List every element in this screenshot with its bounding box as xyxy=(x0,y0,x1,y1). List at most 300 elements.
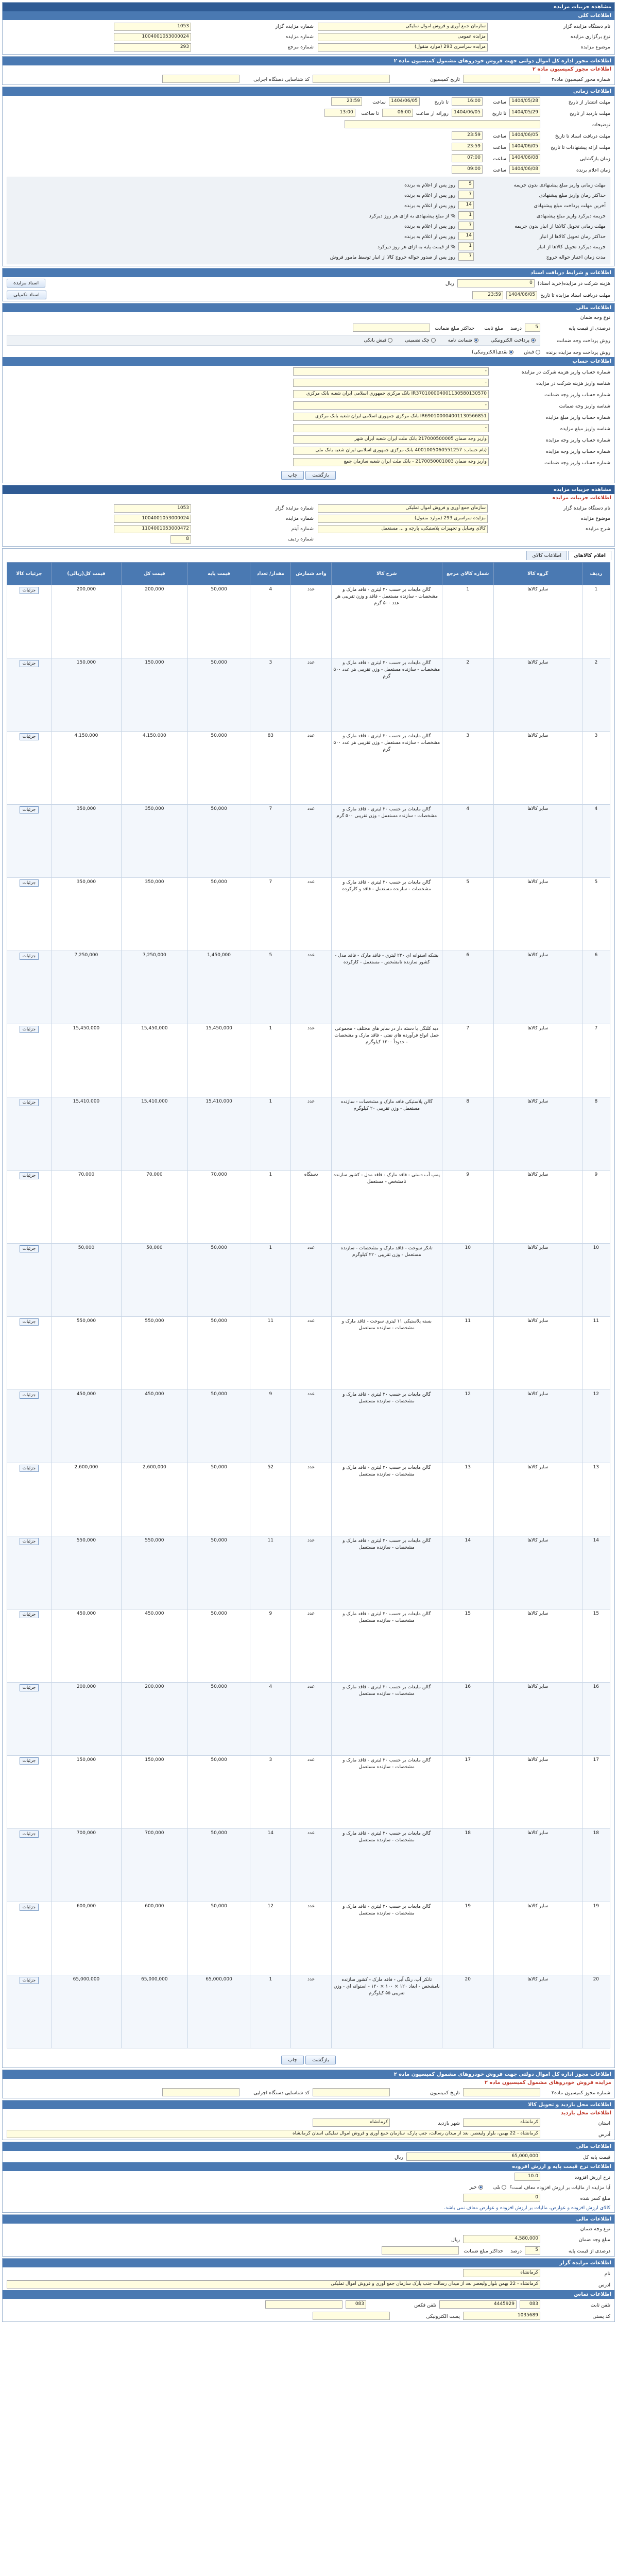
cell-ref: 13 xyxy=(442,1463,493,1536)
cell-detail xyxy=(7,1975,52,2048)
table-row xyxy=(7,1244,610,1317)
location-row xyxy=(3,2117,614,2128)
detail-button[interactable]: جزئیات xyxy=(20,1465,39,1472)
contract-panel xyxy=(2,56,615,85)
rule-unit: روز پس از صدور حواله خروج کالا از انبار توسط مامور فروش xyxy=(330,254,455,260)
rule-row xyxy=(11,179,606,190)
cell-detail xyxy=(7,951,52,1024)
rule-value: 7 xyxy=(458,252,474,261)
cell-group: سایر کالاها xyxy=(493,1024,582,1097)
doc-download-button[interactable]: اسناد مزایده xyxy=(7,279,45,287)
cell-n: 18 xyxy=(582,1829,610,1902)
visit-hours-label: روزانه از ساعت xyxy=(416,110,449,116)
auction-no-field: 1053 xyxy=(114,23,191,31)
rule-label: مهلت زمانی تحویل کالاها از انبار بدون جریمه xyxy=(515,223,606,229)
cell-detail xyxy=(7,805,52,878)
cell-base: 50,000 xyxy=(187,732,250,805)
post-label: کد پستی xyxy=(592,2313,610,2319)
system-no-field: 1004001053000024 xyxy=(114,33,191,41)
cell-qty: 14 xyxy=(250,1829,291,1902)
cell-base: 1,450,000 xyxy=(187,951,250,1024)
auctioneer-field: سازمان جمع آوری و فروش اموال تملیکی xyxy=(318,23,488,31)
publish-row xyxy=(3,96,614,107)
cell-desc: گالن مایعات بر حسب ۲۰ لیتری - فاقد مارک و مشخصات - سازنده مستعمل xyxy=(331,1609,442,1683)
cell-rial: 200,000 xyxy=(51,585,121,658)
announce-label: زمان اعلام برنده xyxy=(576,167,610,173)
rule-value: 7 xyxy=(458,191,474,199)
cell-ref: 18 xyxy=(442,1829,493,1902)
announce-row xyxy=(3,164,614,175)
bank-row: شماره حساب واریز هزینه شرکت در مزایده - xyxy=(3,366,614,377)
post-field: 1035689 xyxy=(463,2312,540,2320)
bank-row: شناسه واریز هزینه شرکت در مزایده - xyxy=(3,377,614,388)
detail-button[interactable]: جزئیات xyxy=(20,1172,39,1179)
cell-desc: گالن مایعات بر حسب ۲۰ لیتری - فاقد مارک و مشخصات - سازنده مستعمل - فاقد و وزن تقریبی هر عدد ۵۰۰ گرم xyxy=(331,585,442,658)
finance-buttons xyxy=(3,468,614,483)
cell-unit: عدد xyxy=(291,1902,332,1975)
items-buttons xyxy=(3,2053,614,2067)
publish-end-time: 23:59 xyxy=(331,97,362,106)
cell-total: 65,000,000 xyxy=(121,1975,187,2048)
detail-button[interactable]: جزئیات xyxy=(20,1684,39,1691)
publish-start-date: 1404/05/28 xyxy=(509,97,540,106)
publish-start-time-label: ساعت xyxy=(493,99,506,105)
cell-detail xyxy=(7,1829,52,1902)
cell-detail xyxy=(7,1244,52,1317)
cell-total: 15,410,000 xyxy=(121,1097,187,1171)
detail-button[interactable]: جزئیات xyxy=(20,1611,39,1618)
cell-ref: 16 xyxy=(442,1683,493,1756)
winner-pay-label: روش پرداخت وجه مزایده برنده xyxy=(546,350,610,355)
cell-n: 12 xyxy=(582,1390,610,1463)
table-row xyxy=(7,1536,610,1609)
bank-row: شناسه واریز مبلغ مزایده - xyxy=(3,422,614,434)
location-panel xyxy=(2,2100,615,2140)
cell-group: سایر کالاها xyxy=(493,658,582,732)
visit-to-time-label: تا ساعت xyxy=(361,110,379,116)
cell-total: 200,000 xyxy=(121,585,187,658)
table-row xyxy=(7,1463,610,1536)
cell-group: سایر کالاها xyxy=(493,805,582,878)
cell-qty: 12 xyxy=(250,1902,291,1975)
fixed-amount-label: مبلغ ثابت xyxy=(484,325,503,331)
subject-field: مزایده سراسری 293 (موارد منقول) xyxy=(318,43,488,52)
cell-group: سایر کالاها xyxy=(493,1390,582,1463)
cell-base: 50,000 xyxy=(187,805,250,878)
detail-button[interactable]: جزئیات xyxy=(20,1099,39,1106)
checkbox-checked-icon xyxy=(531,338,536,343)
cell-total: 350,000 xyxy=(121,805,187,878)
rule-row xyxy=(11,210,606,221)
cell-desc: گالن مایعات بر حسب ۲۰ لیتری - فاقد مارک و مشخصات - سازنده مستعمل xyxy=(331,1829,442,1902)
cell-qty: 1 xyxy=(250,1171,291,1244)
cell-base: 65,000,000 xyxy=(187,1975,250,2048)
cell-qty: 11 xyxy=(250,1317,291,1390)
cell-group: سایر کالاها xyxy=(493,732,582,805)
cell-detail xyxy=(7,1536,52,1609)
offer-deadline-time-label: ساعت xyxy=(493,144,506,150)
publish-start-label: مهلت انتشار از تاریخ xyxy=(568,99,610,105)
detail-button[interactable]: جزئیات xyxy=(20,1538,39,1545)
cell-desc: گالن مایعات بر حسب ۲۰ لیتری - فاقد مارک و مشخصات - سازنده مستعمل - فاقد و کارکرده xyxy=(331,878,442,951)
guarantee-panel xyxy=(2,2214,615,2257)
items-body xyxy=(7,585,610,2048)
b-permit-no-label: شماره مجوز کمیسیون ماده۲ xyxy=(551,2090,610,2096)
auctioneer-title: اطلاعات مزایده گزار xyxy=(3,2259,614,2267)
cell-desc: دبه کلنگی یا دسته دار در سایز های مختلف - مجموعی حمل انواع فرآورده های نفتی - فاقد مارک و مشخصات - حدوداً ۱۲۰۰ کیلوگرم xyxy=(331,1024,442,1097)
detail-button[interactable]: جزئیات xyxy=(20,1904,39,1911)
docs-fee-row xyxy=(3,277,614,289)
cell-total: 7,250,000 xyxy=(121,951,187,1024)
cell-ref: 15 xyxy=(442,1609,493,1683)
cell-n: 5 xyxy=(582,878,610,951)
visit-start-date: 1404/05/29 xyxy=(509,109,540,117)
auctioneer-address-field: کرمانشاه - 22 بهمن بلوار ولیعصر بعد از میدان رسالت جنب پارک سازمان جمع آوری و فروش اموال تملیکی xyxy=(7,2280,540,2289)
extra-docs-button[interactable]: اسناد تکمیلی xyxy=(7,291,46,299)
lot-label: شماره ردیف xyxy=(287,536,314,542)
cell-qty: 5 xyxy=(250,951,291,1024)
cell-base: 50,000 xyxy=(187,1463,250,1536)
pay-methods-box xyxy=(7,335,540,346)
guarantee-amount-label: مبلغ وجه ضمان xyxy=(578,2236,610,2243)
rule-unit: روز پس از اعلام به برنده xyxy=(404,192,455,198)
visit-end-time: 13:00 xyxy=(324,109,355,117)
detail-button[interactable]: جزئیات xyxy=(20,1977,39,1984)
cell-base: 50,000 xyxy=(187,1390,250,1463)
general-info-grid xyxy=(3,20,614,54)
docs-fee-label: هزینه شرکت در مزایده(خرید اسناد) xyxy=(537,281,610,286)
cell-rial: 700,000 xyxy=(51,1829,121,1902)
detail-button[interactable]: جزئیات xyxy=(20,733,39,740)
cell-desc: بشکه استوانه ای ۲۲۰ لیتری - فاقد مارک - فاقد مدل - کشور سازنده نامشخص - مستعمل - کارکرده xyxy=(331,951,442,1024)
cell-qty: 4 xyxy=(250,585,291,658)
table-row xyxy=(7,1683,610,1756)
cell-rial: 15,450,000 xyxy=(51,1024,121,1097)
cell-desc: گالن پلاستیکی فاقد مارک و مشخصات - سازنده مستعمل - وزن تقریبی ۲۰ کیلوگرم xyxy=(331,1097,442,1171)
detail-button[interactable]: جزئیات xyxy=(20,1318,39,1326)
table-row xyxy=(7,1171,610,1244)
cell-base: 50,000 xyxy=(187,878,250,951)
cell-total: 350,000 xyxy=(121,878,187,951)
base-price-label: قیمت پایه کل xyxy=(582,2154,610,2160)
guarantee-type-row-b xyxy=(3,2224,614,2233)
items-print-button[interactable]: چاپ xyxy=(281,2056,304,2064)
vat-no[interactable]: خیر xyxy=(470,2184,483,2190)
email-label: پست الکترونیکی xyxy=(426,2313,460,2319)
pay-method-slip[interactable]: فیش بانکی xyxy=(364,337,392,343)
finance-title: اطلاعات مالی xyxy=(3,303,614,312)
cell-total: 700,000 xyxy=(121,1829,187,1902)
cell-desc: گالن مایعات بر حسب ۲۰ لیتری - فاقد مارک و مشخصات - سازنده مستعمل xyxy=(331,1463,442,1536)
cell-desc: گالن مایعات بر حسب ۲۰ لیتری - فاقد مارک و مشخصات - سازنده مستعمل xyxy=(331,1536,442,1609)
cell-total: 550,000 xyxy=(121,1536,187,1609)
item-no-label: شماره آیتم xyxy=(291,526,314,532)
cell-desc: پمپ آب دستی - فاقد مارک - فاقد مدل - کشور سازنده نامشخص - مستعمل xyxy=(331,1171,442,1244)
cell-total: 50,000 xyxy=(121,1244,187,1317)
offer-deadline-row xyxy=(3,141,614,152)
rule-row xyxy=(11,190,606,200)
vat-note: کالای ارزش افزوده و عوارض، مالیات بر ارزش افزوده و عوارض معاف نمی باشد. xyxy=(443,2205,610,2211)
cell-qty: 3 xyxy=(250,1756,291,1829)
cell-ref: 3 xyxy=(442,732,493,805)
cell-ref: 14 xyxy=(442,1536,493,1609)
detail-button[interactable]: جزئیات xyxy=(20,1757,39,1765)
doc-deadline-row xyxy=(3,130,614,141)
detail-button[interactable]: جزئیات xyxy=(20,1392,39,1399)
permit-no-label: شماره مجوز کمیسیون ماده۲ xyxy=(551,76,610,82)
cell-detail xyxy=(7,1463,52,1536)
tab-items[interactable]: اقلام کالاهای xyxy=(568,551,611,560)
cell-group: سایر کالاها xyxy=(493,1829,582,1902)
cell-ref: 17 xyxy=(442,1756,493,1829)
item-subject-field: مزایده سراسری 293 (موارد منقول) xyxy=(318,515,488,523)
winner-pay-electronic[interactable]: نقدی(الکترونیکی) xyxy=(472,349,513,355)
lot-field: 8 xyxy=(170,535,191,544)
item-detail-subtitle: اطلاعات جزییات مزایده xyxy=(552,495,611,501)
announce-date: 1404/06/08 xyxy=(509,165,540,174)
rule-label: حداکثر زمان تحویل کالاها از انبار xyxy=(540,233,606,240)
cell-n: 16 xyxy=(582,1683,610,1756)
print-button[interactable]: چاپ xyxy=(281,471,304,480)
b-permit-date-field xyxy=(313,2088,390,2096)
address-row xyxy=(3,2128,614,2140)
subject-label: موضوع مزایده xyxy=(580,44,610,50)
cell-total: 450,000 xyxy=(121,1609,187,1683)
detail-button[interactable]: جزئیات xyxy=(20,660,39,667)
cell-unit: عدد xyxy=(291,1024,332,1097)
cell-unit: عدد xyxy=(291,1244,332,1317)
post-row xyxy=(3,2310,614,2321)
docs-currency: ریال xyxy=(445,281,454,286)
base-price-field: 65,000,000 xyxy=(406,2153,540,2161)
percent-unit: درصد xyxy=(510,325,522,331)
cell-group: سایر کالاها xyxy=(493,1756,582,1829)
cell-n: 14 xyxy=(582,1536,610,1609)
announce-time-label: ساعت xyxy=(493,167,506,173)
cell-ref: 11 xyxy=(442,1317,493,1390)
docs-deadline-time: 23:59 xyxy=(472,291,503,299)
cell-unit: عدد xyxy=(291,1317,332,1390)
cell-unit: عدد xyxy=(291,1975,332,2048)
docs-deadline-date: 1404/06/05 xyxy=(506,291,537,299)
doc-deadline-label: مهلت دریافت اسناد تا تاریخ xyxy=(555,133,610,139)
phone-label: تلفن ثابت xyxy=(590,2302,610,2308)
rule-value: 14 xyxy=(458,201,474,209)
max-amount-label: حداکثر مبلغ ضمانت xyxy=(435,325,474,331)
table-row xyxy=(7,1756,610,1829)
b-max-label: حداکثر مبلغ ضمانت xyxy=(464,2248,503,2254)
cell-total: 450,000 xyxy=(121,1390,187,1463)
items-tabs xyxy=(3,549,614,560)
cell-desc: گالن مایعات بر حسب ۲۰ لیتری - فاقد مارک و مشخصات - سازنده مستعمل xyxy=(331,1390,442,1463)
price-panel xyxy=(2,2142,615,2213)
table-row xyxy=(7,878,610,951)
cell-rial: 15,410,000 xyxy=(51,1097,121,1171)
item-detail-title: مشاهده جزییات مزایده xyxy=(3,485,614,494)
rule-value: 7 xyxy=(458,222,474,230)
cell-ref: 9 xyxy=(442,1171,493,1244)
cell-qty: 1 xyxy=(250,1244,291,1317)
cell-ref: 10 xyxy=(442,1244,493,1317)
cell-total: 15,450,000 xyxy=(121,1024,187,1097)
table-row xyxy=(7,1829,610,1902)
system-no-label: شماره مزایده xyxy=(285,34,314,40)
docs-deadline-label: مهلت دریافت اسناد مزایده تا تاریخ xyxy=(540,293,610,298)
bank-rows xyxy=(3,366,614,468)
location-subtitle: اطلاعات محل بازدید xyxy=(560,2110,611,2116)
b-guarantee-type-label: نوع وجه ضمان xyxy=(580,2226,610,2232)
b-permit-no-field xyxy=(463,2088,540,2096)
phone-row xyxy=(3,2299,614,2310)
visit-end-date: 1404/06/05 xyxy=(452,109,483,117)
back-button[interactable]: بازگشت xyxy=(305,471,335,480)
cell-ref: 5 xyxy=(442,878,493,951)
cell-group: سایر کالاها xyxy=(493,1536,582,1609)
doc-deadline-time: 23:59 xyxy=(452,131,483,140)
address-field: کرمانشاه - 22 بهمن، بلوار ولیعصر، بعد از میدان رسالت، جنب پارک، سازمان جمع آوری و فروش اموال تملیکی استان کرمانشاه xyxy=(7,2130,540,2138)
checkbox-icon xyxy=(388,338,392,343)
publish-end-date: 1404/06/05 xyxy=(389,97,420,106)
pay-method-cheque[interactable]: چک تضمینی xyxy=(405,337,435,343)
rule-unit: روز پس از اعلام به برنده xyxy=(404,202,455,209)
email-field xyxy=(313,2312,390,2320)
vat-rate-label: نرخ ارزش افزوده xyxy=(574,2174,610,2180)
cell-qty: 83 xyxy=(250,732,291,805)
items-table xyxy=(7,562,610,2048)
docs-panel xyxy=(2,268,615,301)
item-desc-field: کالای وسایل و تجهیزات پلاستیکی، پارچه و ... مستعمل xyxy=(318,525,488,533)
rule-label: مدت زمان اعتبار حواله خروج xyxy=(546,254,606,260)
pay-method-guarantee[interactable]: ضمانت نامه xyxy=(448,337,478,343)
cell-ref: 12 xyxy=(442,1390,493,1463)
permit-title: اطلاعات مجوز اداره کل اموال دولتی جهت فروش خودروهای مشمول کمیسیون ماده ۲ xyxy=(3,2070,614,2079)
auctioneer-name-label: نام xyxy=(604,2270,610,2277)
phone-code-field: 083 xyxy=(520,2300,540,2309)
visit-start-time: 06:00 xyxy=(382,109,413,117)
opening-row xyxy=(3,152,614,164)
detail-button[interactable]: جزئیات xyxy=(20,806,39,814)
table-row xyxy=(7,1609,610,1683)
radio-icon xyxy=(502,2185,506,2190)
item-auction-no-label: شماره مزایده گزار xyxy=(275,505,314,511)
cell-unit: عدد xyxy=(291,951,332,1024)
cell-n: 10 xyxy=(582,1244,610,1317)
cell-n: 8 xyxy=(582,1097,610,1171)
detail-button[interactable]: جزئیات xyxy=(20,587,39,594)
cell-rial: 2,600,000 xyxy=(51,1463,121,1536)
vat-question: آیا مزایده از مالیات بر ارزش افزوده معاف است؟ xyxy=(509,2185,610,2191)
cell-detail xyxy=(7,1024,52,1097)
cell-n: 6 xyxy=(582,951,610,1024)
timing-panel xyxy=(2,87,615,266)
detail-button[interactable]: جزئیات xyxy=(20,953,39,960)
cell-unit: عدد xyxy=(291,1683,332,1756)
cell-n: 20 xyxy=(582,1975,610,2048)
visit-to-label: تا تاریخ xyxy=(492,110,506,116)
cell-unit: عدد xyxy=(291,1463,332,1536)
cell-group: سایر کالاها xyxy=(493,1244,582,1317)
cell-n: 9 xyxy=(582,1171,610,1244)
permit-row xyxy=(3,2087,614,2098)
cell-n: 1 xyxy=(582,585,610,658)
contract-title: اطلاعات مجوز اداره کل اموال دولتی جهت فروش خودروهای مشمول کمیسیون ماده ۲ xyxy=(3,57,614,65)
cell-qty: 9 xyxy=(250,1609,291,1683)
tab-item-info[interactable]: اطلاعات کالای xyxy=(526,551,567,560)
table-header xyxy=(7,563,610,585)
max-amount-field xyxy=(353,324,430,332)
winner-pay-slip[interactable]: فیش xyxy=(524,349,540,355)
docs-title: اطلاعات و شرایط دریافت اسناد xyxy=(3,268,614,277)
pay-method-electronic[interactable]: پرداخت الکترونیکی xyxy=(491,337,536,343)
cell-rial: 550,000 xyxy=(51,1536,121,1609)
cell-n: 11 xyxy=(582,1317,610,1390)
cell-detail xyxy=(7,878,52,951)
cell-base: 50,000 xyxy=(187,1244,250,1317)
vat-yes[interactable]: بلی xyxy=(493,2184,507,2190)
permit-date-label: تاریخ کمیسیون xyxy=(430,76,460,82)
auction-type-field: مزایده عمومی xyxy=(318,33,488,41)
items-back-button[interactable]: بازگشت xyxy=(305,2056,335,2064)
vat-title: اطلاعات نرخ قیمت پایه و ارزش افزوده xyxy=(3,2162,614,2171)
rule-label: آخرین مهلت پرداخت مبلغ پیشنهادی xyxy=(534,202,606,209)
rule-row xyxy=(11,221,606,231)
city-label: شهر بازدید xyxy=(438,2120,460,2126)
detail-button[interactable]: جزئیات xyxy=(20,1026,39,1033)
table-row xyxy=(7,805,610,878)
cell-total: 600,000 xyxy=(121,1902,187,1975)
rule-row xyxy=(11,241,606,251)
b-guarantee-percent-field: 5 xyxy=(525,2246,540,2255)
detail-button[interactable]: جزئیات xyxy=(20,1831,39,1838)
cell-unit: عدد xyxy=(291,1829,332,1902)
cell-n: 3 xyxy=(582,732,610,805)
rule-unit: % از مبلغ پیشنهادی به ازای هر روز دیرکرد xyxy=(369,213,455,219)
guarantee-percent-field: 5 xyxy=(525,324,540,332)
table-row xyxy=(7,1390,610,1463)
rule-label: مهلت زمانی واریز مبلغ پیشنهادی بدون جریمه xyxy=(513,182,606,188)
cell-qty: 3 xyxy=(250,658,291,732)
permit-date-field xyxy=(313,75,390,83)
auction-no-label: شماره مزایده گزار xyxy=(275,24,314,29)
cell-total: 70,000 xyxy=(121,1171,187,1244)
cell-total: 550,000 xyxy=(121,1317,187,1390)
cell-base: 15,410,000 xyxy=(187,1097,250,1171)
cell-n: 2 xyxy=(582,658,610,732)
deduct-label: مبلغ کسر شده xyxy=(580,2195,610,2201)
cell-group: سایر کالاها xyxy=(493,1463,582,1536)
fax-code-field: 083 xyxy=(346,2300,366,2309)
desc-field xyxy=(345,120,540,128)
table-row xyxy=(7,585,610,658)
item-detail-panel xyxy=(2,485,615,547)
cell-group: سایر کالاها xyxy=(493,878,582,951)
cell-base: 50,000 xyxy=(187,658,250,732)
rule-row xyxy=(11,231,606,241)
opening-time-label: ساعت xyxy=(493,156,506,162)
cell-rial: 200,000 xyxy=(51,1683,121,1756)
cell-base: 50,000 xyxy=(187,1536,250,1609)
cell-detail xyxy=(7,1171,52,1244)
detail-button[interactable]: جزئیات xyxy=(20,879,39,887)
detail-button[interactable]: جزئیات xyxy=(20,1245,39,1252)
b-guarantee-percent-label: درصدی از قیمت پایه xyxy=(568,2248,610,2254)
bank-row: شماره حساب واریز وجه مزایده واریز وجه ضمان 217000500005 بانک ملت ایران شعبه ایران شهر xyxy=(3,434,614,445)
table-row xyxy=(7,1975,610,2048)
opening-date: 1404/06/08 xyxy=(509,154,540,162)
rule-label: جریمه دیرکرد واریز مبلغ پیشنهادی xyxy=(536,213,606,219)
permit-panel xyxy=(2,2070,615,2098)
contract-subtitle: اطلاعات مجوز کمیسیون ماده ۲ xyxy=(532,66,611,72)
